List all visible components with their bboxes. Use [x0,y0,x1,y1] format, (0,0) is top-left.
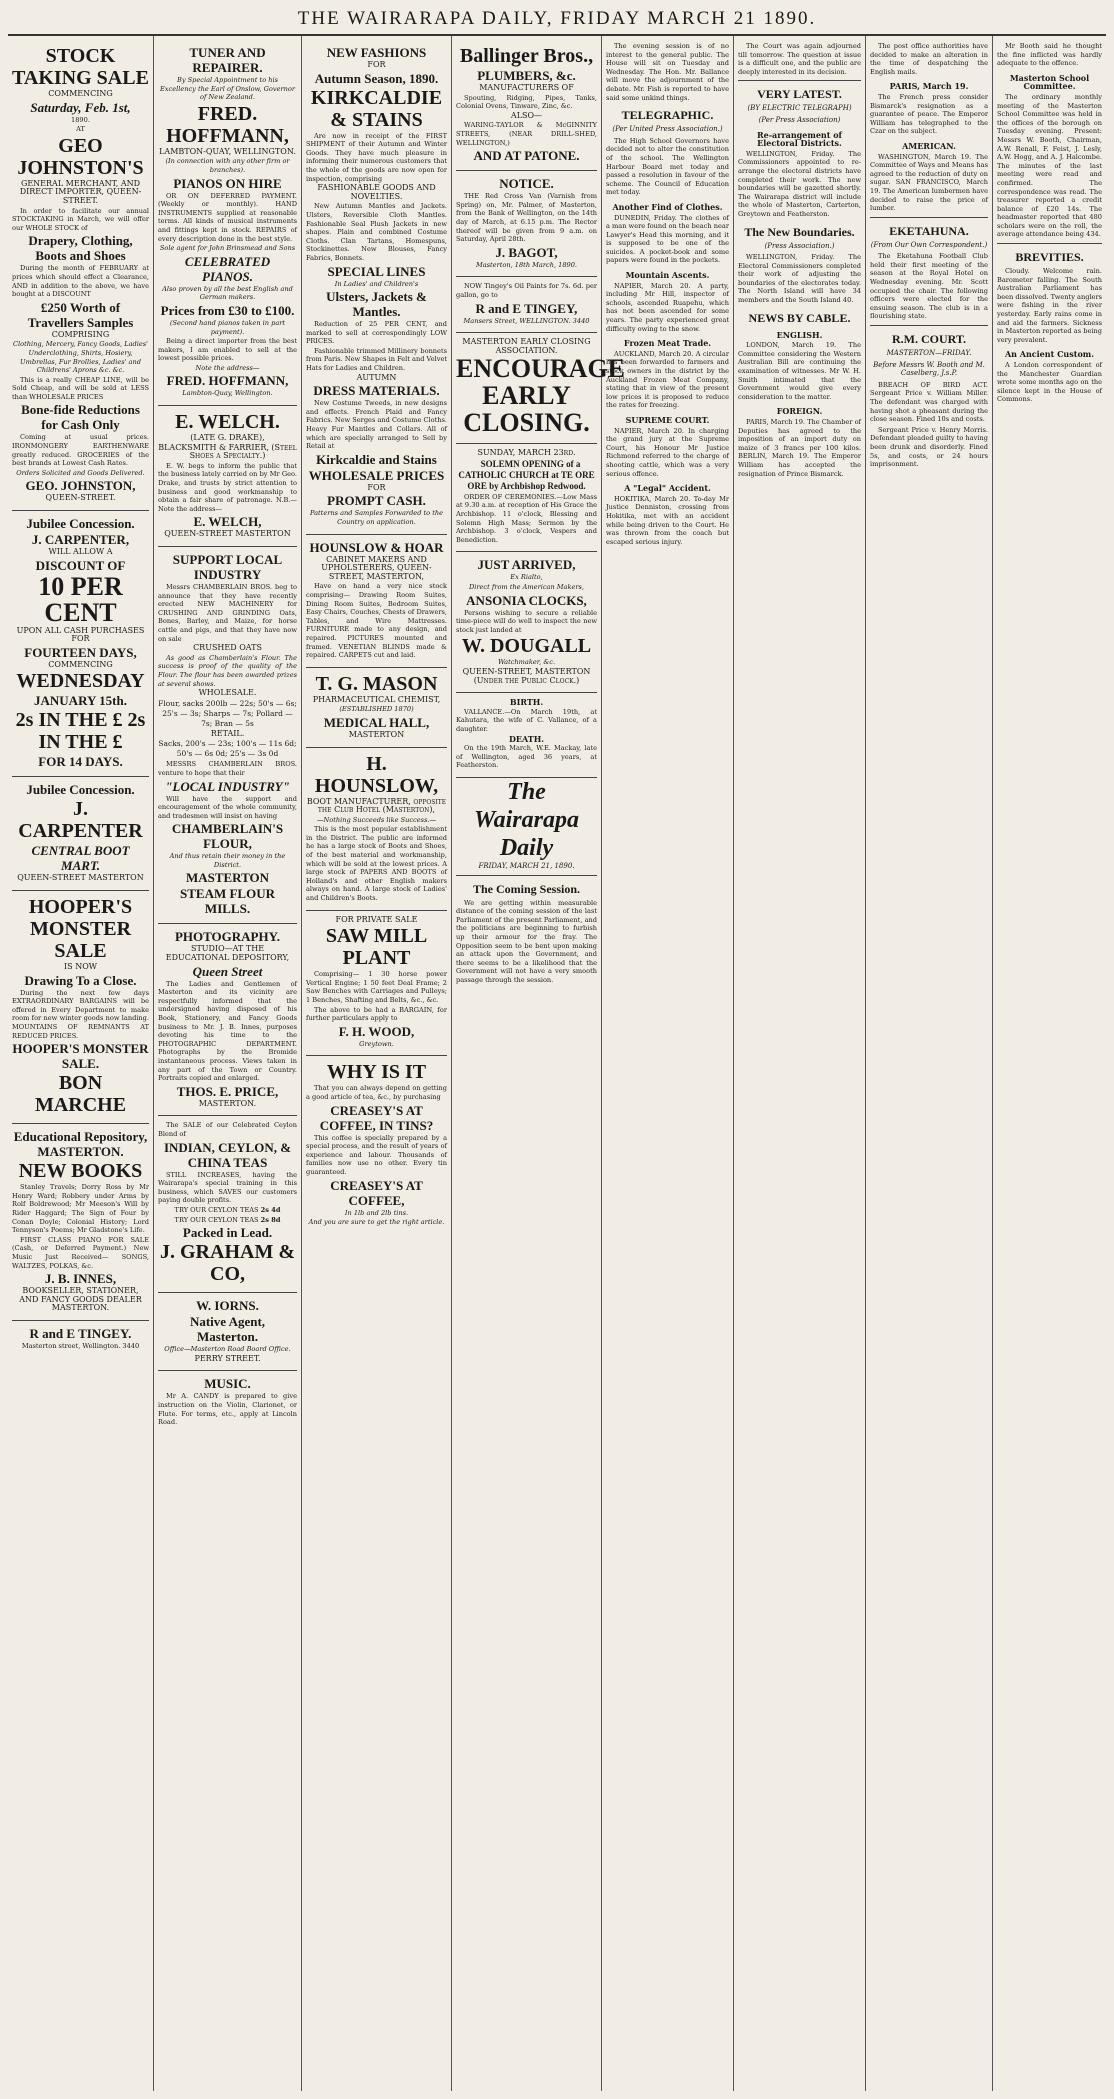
rm-court: R.M. COURT. [891,332,966,347]
prices-body: Being a direct importer from the best makers, I am enabled to sell at the lowest possible prices. [158,337,297,363]
queen-street: QUEEN-STREET MASTERTON [17,873,144,883]
new-books: NEW BOOKS [18,1160,143,1183]
ball-body-2: WARING-TAYLOR & McGINNITY STREETS, (NEAR DRILL-SHED, WELLINGTON,) [456,121,597,147]
col7-rule [870,217,988,218]
rm-sub-2: Before Messrs W. Booth and M. Caselberg, J.s.P. [873,360,985,378]
clothes-body: DUNEDIN, Friday. The clothes of a man were found on the beach near Lawyer's Head this morning, and it is supposed to be one of the suicides. A pocket-book and some papers were found in the pockets. [606,213,729,265]
saw-body: Comprising— 1 30 horse power Vertical Engine; 1 50 feet Deal Frame; 2 Saw Benches with Carriages and Pulleys; 1 Benches, Shafting and Belts, &c., &c. [306,970,447,1004]
notice-body: THE Red Cross Van (Varnish from Spring) on, Mr. Palmer, of Masterton, from the Bank of Wellington, on the 14th day of March, at 6.15 p.m. The Rector thereof will be given from 9 a.m. on Saturday, April 28th. [456,192,597,244]
bone-fide-title: Bone-fide Reductions for Cash Only [21,402,140,433]
johnston-place: QUEEN-STREET. [45,493,116,503]
very-latest: VERY LATEST. [757,87,842,102]
telegraphic-title: TELEGRAPHIC. [621,108,714,123]
iorns-desc: Native Agent, Masterton. [189,1314,266,1345]
kirkcaldie-ad [306,40,447,535]
try-ceylon-1 [158,1206,297,1215]
dougall-ad [456,552,597,693]
very-sub: (BY ELECTRIC TELEGRAPH) [747,104,852,113]
tingey-ad [456,277,597,333]
sunday-body: SOLEMN OPENING of a CATHOLIC CHURCH at TE ORE ORE by Archbishop Redwood. [458,458,595,491]
ulster-body: Reduction of 25 PER CENT, and marked to sell at correspondingly LOW PRICES. [306,320,447,346]
mills-masterton: MASTERTON [185,870,270,886]
mason-masterton: MASTERTON [348,729,405,739]
welch-ad [158,406,297,547]
column-4 [452,36,626,2091]
mason-name: T. G. MASON [315,672,438,695]
two-shillings: 2s IN THE £ 2s IN THE £ [15,709,146,754]
column-7 [866,36,993,2091]
stock-body-3: This is a really CHEAP LINE, will be Sold Cheap, and will be sold at LESS than WHOLESALE PRICES [12,375,149,401]
new-bound-sub: (Press Association.) [764,241,835,250]
tingey-name: R and E TINGEY, [475,300,578,316]
rearrange-head: Re-arrangement of Electoral Districts. [757,129,842,149]
items-list: Clothing, Mercery, Fancy Goods, Ladies' Underclothing, Shirts, Hosiery, Umbrellas, Fur Brollies, Ladies' and Childrens' Aprons &c. &c. [13,340,148,375]
coming-session-body: We are getting within measurable distance of the coming session of the last Parliament of the present Parliament, and the politicians are beginning to furbish up their armour for the fray. The Opposition seem to be bent upon making an attack upon the Government, and there seems to be a likelihood that the Government will not have a very smooth passage through the session. [456,898,597,984]
column-5 [602,36,734,2091]
paris-body: The French press consider Bismarck's resignation as a guarantee of peace. The Emperor William has telegraphed to the Czar on the subject. [870,92,988,136]
births-body: VALLANCE.—On March 19th, at Kahutara, the wife of C. Vallance, of a daughter. [456,707,597,733]
ansonia-clocks: ANSONIA CLOCKS, [466,592,587,608]
chamberlain-flour: CHAMBERLAIN'S FLOUR, [171,821,284,852]
wednesday: WEDNESDAY [16,670,145,693]
sunday-date: SUNDAY, MARCH 23rd. [477,448,576,458]
hounslow-2-desc: BOOT MANUFACTURER, opposite the Club Hotel (Masterton), [306,796,447,815]
clothes-head: Another Find of Clothes. [612,201,723,212]
notice-place: Masterton, 18th March, 1890. [475,260,578,269]
eketahuna-title: EKETAHUNA. [889,223,969,238]
pianos-hire: PIANOS ON HIRE [173,175,282,191]
telegraphic-body: The High School Governors have decided not to alter the constitution of the school. The Wellington Harbour Board met today and passed a resolution in favour of the scheme. The Council of Education met today. [606,136,729,197]
kirkcaldie-name: KIRKCALDIE & STAINS [310,86,443,131]
tea-body: The SALE of our Celebrated Ceylon Blend of [158,1121,297,1138]
col7-rule-2 [870,325,988,326]
american-head: AMERICAN. [902,140,956,151]
also-agent: Also proven by all the best English and German makers. [162,284,293,302]
books-body: Stanley Travels; Dorry Ross by Mr Henry Ward; Robbery under Arms by Rolf Boldrewood; Mr Meeson's Will by Rider Haggard; The Sign of Four by Conan Doyle; Colonial History; Lord Tennyson's Poems; Mr Gladstone's Life. [12,1183,149,1235]
american-body: WASHINGTON, March 19. The Committee of Ways and Means has agreed to the reduction of duty on sugar. SAN FRANCISCO, March 19. The American lumbermen have decided to raise the price of lumber. [870,152,988,213]
foreign-head: FOREIGN. [776,406,823,417]
welch-sign: E. WELCH, [193,514,262,530]
new-bound-body: WELLINGTON, Friday. The Electoral Commissioners completed their work of adjusting the boundaries of the electorates today. The North Island will have 34 members and the South Island 40. [738,253,861,305]
sole-agent: Sole agent for John Brinsmead and Sons [159,244,296,253]
news-by-cable: NEWS BY CABLE. [748,310,851,325]
welch-body: E. W. begs to inform the public that the business lately carried on by Mr Geo. Drake, and trusts by strict attention to business and good workmanship to obtain a fair share of patronage. N.B.—Note the address— [158,461,297,513]
orders-note: Orders Solicited and Goods Delivered. [16,468,145,477]
ball-body: Spouting, Ridging, Pipes, Tanks, Colonial Ovens, Tinware, Zinc, &c. [456,93,597,111]
eketahuna-sub: (From Our Own Correspondent.) [870,240,988,249]
pianos-body: OR ON DEFERRED PAYMENT. (Weekly or monthly). HAND INSTRUMENTS supplied at reasonable terms. All kinds of musical instruments and fittings kept in stock. REPAIRS of every description done in the best style. [158,191,297,243]
editorial-rule [456,875,597,876]
col5-lead: The evening session is of no interest to the general public. The House will sit on Tuesday and Wednesday. The Hon. Mr. Ballance will move the adjournment of the debate. Mr. Fish is reported to have said some unkind things. [606,42,729,102]
hoopers-2: HOOPER'S MONSTER SALE. [12,1041,149,1072]
note-address: Note the address— [195,363,260,372]
patterns: Patterns and Samples Forwarded to the Country on application. [309,509,444,526]
retail-head: RETAIL. [210,728,245,738]
columns [8,36,1106,2091]
autumn-2: AUTUMN [356,372,397,382]
why-body: That you can always depend on getting a good article of tea, &c., by purchasing [306,1084,447,1101]
iorns-office: Office—Masterton Road Board Office. [164,1345,291,1354]
prompt-cash: PROMPT CASH. [327,493,426,509]
masthead-title: THE WAIRARAPA DAILY, FRIDAY MARCH 21 1890. [297,8,817,29]
column-2 [154,36,302,2091]
tingey-foot: R and E TINGEY. [29,1325,132,1341]
births-head: BIRTH. [509,697,544,708]
try-ceylon-2 [158,1216,297,1225]
private-sale: FOR PRIVATE SALE [335,914,418,924]
col8-lead: Mr Booth said he thought the fine inflicted was hardly adequate to the offence. [997,42,1102,68]
ballinger: Ballinger Bros., [459,45,594,67]
notice-ad [456,171,597,277]
early: EARLY [482,381,571,411]
indian-teas: INDIAN, CEYLON, & CHINA TEAS [163,1139,292,1170]
sacks-rows: Sacks, 200's — 23s; 100's — 11s 6d; 50's — 6s 0d; 25's — 3s 0d [158,739,297,759]
column-1 [8,36,154,2091]
johnston-name: GEO JOHNSTON'S [17,134,144,179]
grocers: And you are sure to get the right article. [308,1218,445,1227]
graham-tea-ad [158,1116,297,1293]
perry-street: PERRY STREET. [194,1353,261,1363]
hoffmann-ad [158,40,297,406]
johnston-desc: GENERAL MERCHANT, AND DIRECT IMPORTER, QUEEN-STREET. [19,178,142,205]
just-arrived: JUST ARRIVED, [477,557,576,573]
packed-lead: Packed in Lead. [182,1225,273,1241]
encourage: ENCOURAGE [456,354,626,384]
chamberlain-ad [158,547,297,924]
rm-sub: MASTERTON—FRIDAY. [886,349,972,358]
deaths-head: DEATH. [508,733,545,744]
hoopers-ad [12,891,149,1124]
try-1-label: TRY OUR CEYLON TEAS [174,1205,259,1214]
hoffmann-note: (In connection with any other firm or branches). [165,157,290,174]
saw-place: Greytown. [359,1039,394,1048]
school-head: Masterton School Committee. [1009,72,1090,92]
saw-mill-ad [306,911,447,1057]
medical-hall: MEDICAL HALL, [323,714,430,730]
tingey-notice: NOW Tingey's Oil Paints for 7s. 6d. per gallon, go to [456,282,597,299]
notice-sign: J. BAGOT, [495,244,558,260]
saw-sign: F. H. WOOD, [338,1023,415,1039]
wholesale-prices: WHOLESALE PRICES [308,467,445,483]
church-ad [456,444,597,552]
creasey-ad [306,1056,447,1233]
legal-body: HOKITIKA, March 20. To-day Mr Justice Denniston, crossing from Hokitika, met with an accident while being driven to the Court. He was thrown from the coach but escaped serious injury. [606,494,729,546]
editorial [456,778,597,985]
frozen-head: Frozen Meat Trade. [623,338,712,349]
dress-materials: DRESS MATERIALS. [313,383,440,399]
why-is-it: WHY IS IT [326,1061,427,1084]
fourteen-days: FOURTEEN DAYS, [24,644,137,660]
hoffmann-name: FRED. HOFFMANN, [166,102,289,147]
dress-body: New Costume Tweeds, in new designs and effects. French Plaid and Fancy Fabrics. New Serges and Costume Cloths. Heavy Fur Mantles and Collars. All of which are specially arranged to Sell by Retail at [306,399,447,451]
col6-lead: The Court was again adjourned till tomorrow. The question at issue is a difficult one, and the public are deeply interested in its decision. [738,42,861,76]
hoffmann-addr-2: Lambton-Quay, Wellington. [182,389,273,398]
paper-title: The Wairarapa Daily [474,778,579,861]
english-body: LONDON, March 19. The Committee considering the Western Australian Bill are continuing the examination of witnesses. Mr W. H. Smith intimated that the Government would give every consideration to the matter. [738,341,861,401]
try-1-price: 2s 4d [260,1205,281,1214]
creasey: CREASEY'S AT COFFEE, IN TINS? [319,1102,434,1133]
carpenter-2: J. CARPENTER [18,798,143,843]
kirk-body: Are now in receipt of the FIRST SHIPMENT of their Autumn and Winter Goods. They have much pleasure in informing their numerous customers that the whole of the goods are now open for inspection, comprising [306,131,447,183]
welch-sub: (LATE G. DRAKE), [190,433,265,443]
tuner-intro: By Special Appointment to his Excellency the Earl of Onslow, Governor of New Zealand. [159,76,296,102]
iorns-name: W. IORNS. [196,1298,259,1314]
births-deaths [456,693,597,778]
innes-ad [12,1124,149,1321]
ansonia-body: Persons wishing to secure a reliable time-piece will do well to inspect the new stock just landed at [456,608,597,634]
hounslow-2-body: This is the most popular establishment in the District. The public are informed he has a large stock of Boots and Shoes, of the best material and workmanship, which will be sold at the lowest prices. A large stock of PAPERS AND BOOTS of Holland's and other English makers always on hand. A large stock of Ladies' and Children's Boots. [306,825,447,903]
discount: DISCOUNT OF [35,557,126,573]
column-3 [302,36,452,2091]
ascents-head: Mountain Ascents. [625,270,710,281]
try-2-price: 2s 8d [260,1215,281,1224]
telegraphic-sub: (Per United Press Association.) [612,125,723,134]
ascents-body: NAPIER, March 20. A party, including Mr Hill, inspector of schools, ascended Ruapehu, which has not been ascended for some years. The party experienced great difficulty owing to the snow. [606,281,729,333]
jan-15: JANUARY 15th. [34,693,127,709]
stock-at: AT [76,125,85,134]
stock-year: 1890. [71,115,90,124]
very-sub-2: (Per Press Association) [758,115,841,124]
studio: STUDIO—AT THE EDUCATIONAL DEPOSITORY, [165,944,290,963]
price-name: THOS. E. PRICE, [176,1083,279,1099]
eketahuna-body: The Eketahuna Football Club held their first meeting of the season at the Royal Hotel on Wednesday evening. Mr. Scott occupied the chair. The following officers were elected for the ensuing season. The club is in a flourishing state. [870,252,988,321]
coming-session-title: The Coming Session. [472,881,581,896]
supreme-head: SUPREME COURT. [625,414,710,425]
crushed-body: As good as Chamberlain's Flour. The success is proof of the quality of the Flour. The flour has been awarded prizes at several shows. [158,653,297,688]
for-season: FOR [367,60,386,69]
manufacturers: MANUFACTURERS OF [479,83,574,92]
tuner-title: TUNER AND REPAIRER. [189,45,266,75]
col6-rule [738,80,861,81]
rearrange-body: WELLINGTON, Friday. The Commissioners appointed to re-arrange the electoral districts have completed their work. The new boundaries will be gazetted shortly. The Wairarapa district will include the whole of Masterton, Carterton, Greytown and Featherston. [738,149,861,218]
music-title: MUSIC. [204,1376,251,1392]
brevities-title: BREVITIES. [1015,250,1084,265]
deaths-body: On the 19th March, W.E. Mackay, late of Wellington, aged 36 years, at Featherston. [456,744,597,770]
legal-head: A "Legal" Accident. [624,483,711,494]
travellers-samples: £250 Worth of Travellers Samples [27,299,134,330]
graham-name: J. GRAHAM & CO, [160,1241,295,1286]
crushed-oats: CRUSHED OATS [193,643,262,653]
hounslow-2-sub: —Nothing Succeeds like Success.— [316,815,437,824]
millinery: Fashionable trimmed Millinery bonnets from Paris. New Shapes in Felt and Velvet Hats for Ladies and Children. [306,346,447,373]
notice-title: NOTICE. [499,176,554,192]
hoffmann-name-2: FRED. HOFFMANN, [166,373,289,389]
and-patone: AND AT PATONE. [473,148,580,164]
try-2-label: TRY OUR CEYLON TEAS [174,1215,259,1224]
carpenter-ad-2 [12,777,149,891]
music-ad [158,1371,297,1433]
hoopers-title: HOOPER'S MONSTER SALE [28,896,133,962]
special-sub: In Ladies' and Children's [334,279,419,288]
hounslow-hoar-ad [306,535,447,668]
dougall-place: QUEEN-STREET, MASTERTON (Under the Public Clock.) [462,667,591,685]
masthead [8,6,1106,36]
ancient-head: An Ancient Custom. [1004,349,1095,360]
hounslow-desc: CABINET MAKERS AND UPHOLSTERERS, QUEEN-STREET, MASTERTON, [321,554,432,581]
paris-head: PARIS, March 19. [889,81,969,92]
tea-body-2: STILL INCREASES, having the Wairarapa's special training in this business, which SAVES our customers paying double profits. [158,1170,297,1205]
hounslow-2: H. HOUNSLOW, [314,752,439,797]
photography-title: PHOTOGRAPHY. [174,929,281,945]
welch-trade: BLACKSMITH & FARRIER, (Steel Shoes a Specialty.) [158,442,297,461]
brevities-body: Cloudy. Welcome rain. Barometer falling. The South Australian Parliament has been dissolved. Twenty anglers were fishing in the river yesterday. Early rains come in and aid the farmers. Sickness in Masterton reported as being very prevalent. [997,267,1102,344]
column-8 [993,36,1106,2091]
sunday-body-2: ORDER OF CEREMONIES.—Low Mass at 9.30 a.m. at reception of His Grace the Archbishop. 11 o'clock, Blessing and Solemn High Mass; Sermon by the Archbishop. 3 o'clock, Vespers and Benediction. [456,492,597,544]
wholesale-head: WHOLESALE. [198,688,257,698]
saw-mill: SAW MILL PLANT [325,925,428,970]
price-place: MASTERTON. [198,1098,257,1108]
stock-date: Saturday, Feb. 1st, [30,99,131,115]
support-body: Messrs CHAMBERLAIN BROS. beg to announce that they have recently erected NEW MACHINERY for CRUSHING AND GRINDING Oats, Bones, Barley, and Maize, for horse cattle and pigs, and that they have now on sale [158,583,297,643]
for-cash: FOR [367,482,386,492]
tingey-foot-2: Masterton street, Wellington. 3440 [21,1341,140,1350]
english-head: ENGLISH. [776,329,823,340]
arrived-sub: Ex Rialto, [510,573,543,582]
hounslow-body: Have on hand a very nice stock comprising— Drawing Room Suites, Dining Room Suites, Bedroom Suites, Easy Chairs, Couches, Chests of Drawers, Tables, and Wire Mattresses. FURNITURE made to any design, and repaired. PICTURES mounted and framed. VENETIAN BLINDS made & repaired. CARPETS cut and laid. [306,582,447,660]
queen-st: Queen Street [192,963,263,979]
saw-body-2: The above to be had a BARGAIN, for further particulars apply to [306,1005,447,1023]
paper-date: FRIDAY, MARCH 21, 1890. [478,861,575,870]
stock-body-2: During the month of FEBRUARY at prices which should effect a Clearance, AND in addition to the above, we have bought at a DISCOUNT [12,264,149,299]
special-lines: SPECIAL LINES [327,263,426,279]
support-title: SUPPORT LOCAL INDUSTRY [172,552,283,582]
educational: Educational Repository, MASTERTON. [13,1129,148,1160]
piano-sale: FIRST CLASS PIANO FOR SALE (Cash, or Deferred Payment.) New Music Just Received— SONGS, WALTZES, POLKAS, &c. [12,1235,149,1270]
johnston-sign: GEO. JOHNSTON, [25,478,136,494]
stock-sub: COMMENCING [48,89,113,98]
tingey-place: Mansers Street, WELLINGTON. 3440 [463,316,590,325]
rm-body: BREACH OF BIRD ACT. Sergeant Price v. William Miller. The defendant was charged with having shot a pheasant during the close season. Fined 10s and costs. [870,380,988,424]
drapery-heading: Drapery, Clothing, Boots and Shoes [28,233,133,264]
creasey-body: This coffee is specially prepared by a special process, and the result of years of experience and labour. Thousands of families now use no other. Every tin guaranteed. [306,1133,447,1176]
messrs: MESSRS CHAMBERLAIN BROS. venture to hope that their [158,760,297,777]
cash-purchases: UPON ALL CASH PURCHASES FOR [16,625,145,644]
hounslow-hoar: HOUNSLOW & HOAR [309,539,444,555]
autumn-season: Autumn Season, 1890. [314,70,439,86]
hoffmann-addr: LAMBTON-QUAY, WELLINGTON. [159,146,296,156]
photography-ad [158,924,297,1116]
mason-est: (ESTABLISHED 1870) [339,705,414,714]
chamberlain-body: And thus retain their money in the District. [169,852,286,869]
comprising: COMPRISING [51,329,110,339]
music-body: Mr A. CANDY is prepared to give instruction on the Violin, Clarionet, or Flute. For terms, etc., apply at Lincoln Road. [158,1392,297,1427]
rm-body-2: Sergeant Price v. Henry Morris. Defendant pleaded guilty to having been drunk and disorderly. Fined 5s, and costs, or 24 hours imprisonment. [870,425,988,469]
ancient-body: A London correspondent of the Manchester Guardian wrote some months ago on the silence kept in the House of Commons. [997,361,1102,404]
fashion-items: FASHIONABLE GOODS AND NOVELTIES. [317,183,436,201]
for-14-days: FOR 14 DAYS. [38,754,123,770]
assoc: MASTERTON EARLY CLOSING ASSOCIATION. [462,337,591,355]
prices: Prices from £30 to £100. [160,302,295,318]
prices-sub: (Second hand pianos taken in part payment). [169,318,286,336]
ballinger-ad [456,40,597,171]
early-closing-ad [456,333,626,444]
ulsters: Ulsters, Jackets & Mantles. [326,289,427,320]
new-bound: The New Boundaries. [744,224,855,239]
bon-marche: BON MARCHE [34,1072,127,1117]
col7-lead: The post office authorities have decided to make an alteration in the time of despatching the English mails. [870,42,988,76]
kirk-list: New Autumn Mantles and Jackets. Ulsters, Reversible Cloth Mantles. Fashionable Seal Plush Jackets in new shapes. Plain and combined Costume Cloths. Clan Tartans, Homespuns, Stockinettes. New Blouses, Fancy Fabrics, Bonnets. [306,202,447,262]
is-now: IS NOW [64,962,97,971]
welch-name: E. WELCH. [175,411,280,434]
stock-taking-ad [12,40,149,511]
hoopers-body: During the next few days EXTRAORDINARY BARGAINS will be offered in Every Department to make room for new winter goods now landing. MOUNTAINS OF REMNANTS AT REDUCED PRICES. [12,988,149,1040]
steam-flour-mills: STEAM FLOUR MILLS. [180,886,275,917]
dougall-desc: Watchmaker, &c. [497,658,556,667]
flour-rows: Flour, sacks 200lb — 22s; 50's — 6s; 25's — 3s; Sharps — 7s; Pollard — 7s; Bran — 5s [158,698,297,728]
will-allow: WILL ALLOW A [48,547,113,557]
closing: CLOSING. [463,408,590,438]
new-fashions: NEW FASHIONS [326,45,427,60]
bone-fide-body: Coming at usual prices. IRONMONGERY EARTHENWARE greatly reduced. GROCERIES of the best brands at Lowest Cash Rates. [12,433,149,468]
jubilee-1: Jubilee Concession. [26,516,135,532]
school-body: The ordinary monthly meeting of the Masterton School Committee was held in the offices of the borough on Tuesday evening. Present: Messrs W. Booth, Chairman, A.W. Renall, F. Feist, J. Lesly, A.W. Hogg, and A. J. Halcombe. The minutes of the last meeting were read and confirmed. The correspondence was read. The treasurer reported a credit balance of £20 14s. The headmaster reported that 480 scholars were on the roll, the average attendance being 434. [997,92,1102,239]
hounslow-boot-ad [306,748,447,911]
tingey-foot-ad [12,1321,149,1358]
ball-also: ALSO— [510,110,543,120]
ten-percent: 10 PER CENT [38,571,123,627]
jubilee-2: Jubilee Concession. [26,782,135,798]
col8-rule [997,243,1102,244]
local-body: Will have the support and encouragement of the whole community, and tradesmen will insist on having [158,794,297,820]
stock-title: STOCK TAKING SALE [12,45,149,89]
creasey-2: CREASEY'S AT COFFEE, [330,1177,423,1208]
mason-ad [306,668,447,748]
supreme-body: NAPIER, March 20. In charging the grand jury at the Supreme Court, his Honour Mr Justice Richmond referred to the charge of shooting cattle, which was a very serious offence. [606,426,729,478]
dougall-name: W. DOUGALL [461,635,592,658]
innes-name: J. B. INNES, [44,1271,117,1287]
column-6 [734,36,866,2091]
plumbers: PLUMBERS, &c. [477,68,576,83]
carpenter-ad-1 [12,511,149,777]
innes-desc: BOOKSELLER, STATIONER, AND FANCY GOODS DEALER MASTERTON. [19,1286,142,1313]
iorns-ad [158,1293,297,1371]
mason-desc: PHARMACEUTICAL CHEMIST, [312,694,441,704]
commencing: COMMENCING [48,659,113,669]
arrived-body: Direct from the American Makers, [468,583,585,592]
celebrated: CELEBRATED PIANOS. [184,253,271,284]
kirk-2: Kirkcaldie and Stains [316,451,437,467]
frozen-body: AUCKLAND, March 20. A circular has been forwarded to farmers and stock owners in the district by the Auckland Frozen Meat Company, stating that in view of the present low prices it is proposed to reduce the rates for freezing. [606,349,729,410]
tins: In 1lb and 2lb tins. [344,1208,409,1217]
boot-mart: CENTRAL BOOT MART. [31,843,130,874]
drawing-close: Drawing To a Close. [24,972,137,988]
welch-place: QUEEN-STREET MASTERTON [164,529,291,539]
stock-body: In order to facilitate our annual STOCKTAKING in March, we will offer our WHOLE STOCK of [12,206,149,232]
photo-body: The Ladies and Gentlemen of Masterton and its vicinity are respectfully informed that the undersigned having disposed of his Book, Stationery, and Fancy Goods business to Mr. J. B. Innes, purposes devoting his time to the PHOTOGRAPHIC DEPARTMENT. Photographs by the Bromide instantaneous process. Views taken in any part of the Town or Country. Portraits copied and enlarged. [158,979,297,1083]
local-industry: "LOCAL INDUSTRY" [165,778,290,794]
foreign-body: PARIS, March 19. The Chamber of Deputies has agreed to the imposition of an import duty on maize of 3 francs per 100 kilos. BERLIN, March 19. The Emperor William has accepted the resignation of Prince Bismarck. [738,418,861,478]
carpenter-1: J. CARPENTER, [31,532,130,548]
